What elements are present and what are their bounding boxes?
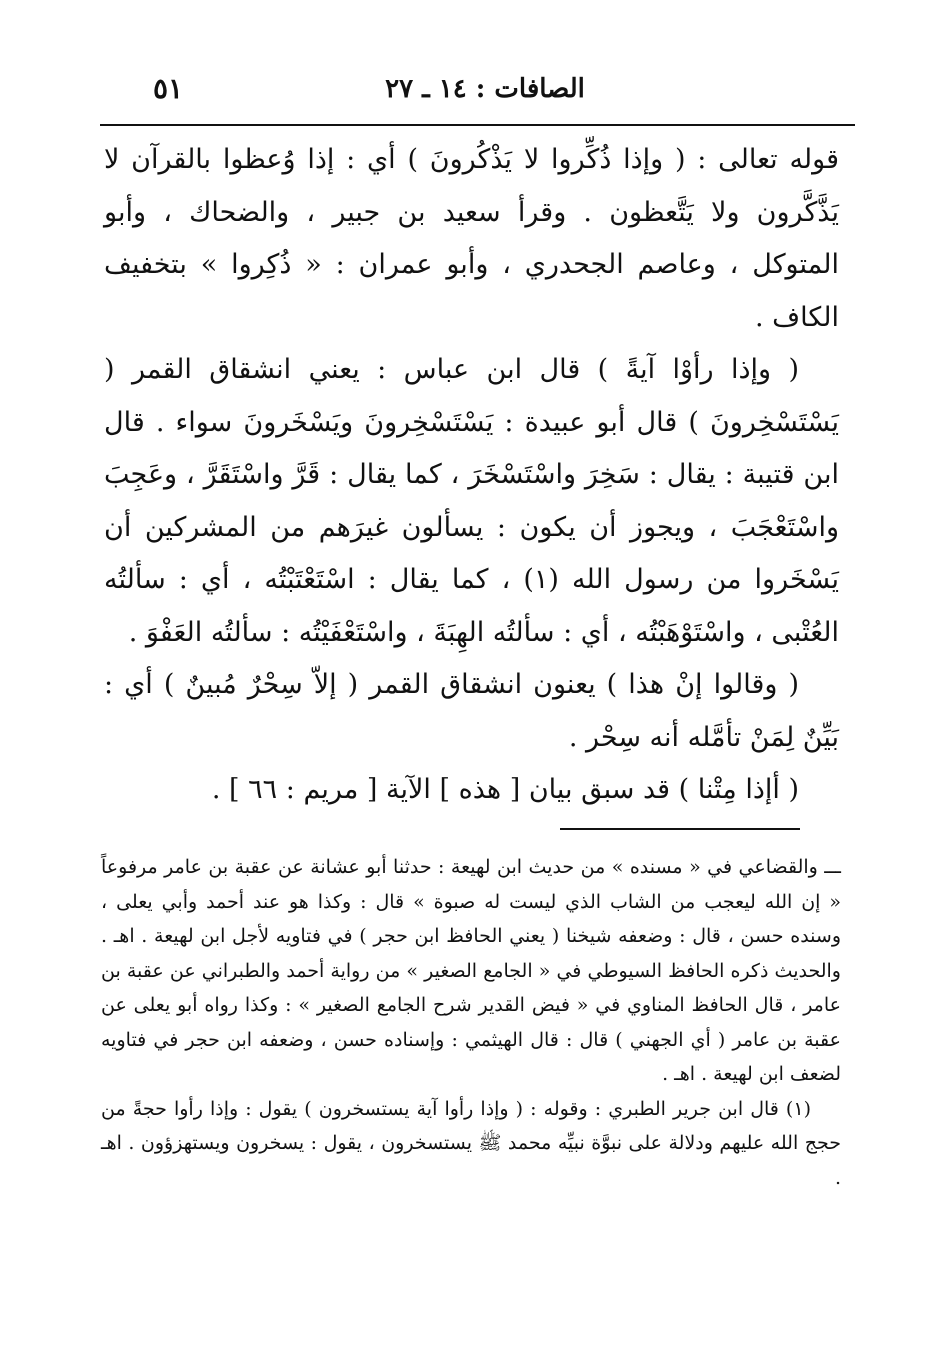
page-number: ٥١ bbox=[153, 72, 184, 105]
footnote-paragraph: (١) قال ابن جرير الطبري : وقوله : ( وإذا رأوا آية يستسخرون ) يقول : وإذا رأوا حجةً من حجج الله عليهم ودلالة على نبوَّة نبيِّه محمد ﷺ يستسخرون ، يقول : يسخرون ويستهزؤون . اهـ . bbox=[101, 1097, 841, 1189]
main-paragraph: ( وقالوا إنْ هذا ) يعنون انشقاق القمر ( إلاّ سِحْرٌ مُبينٌ ) أي : بَيِّنٌ لِمَنْ تأمَّله أنه سِحْر . bbox=[104, 669, 839, 753]
main-paragraph: ( أإذا مِتْنا ) قد سبق بيان [ هذه ] الآية [ مريم : ٦٦ ] . bbox=[211, 774, 799, 805]
main-paragraph: ( وإذا رأوْا آيةً ) قال ابن عباس : يعني انشقاق القمر ( يَسْتَسْخِرونَ ) قال أبو عبيدة : يَسْتَسْخِرونَ ويَسْخَرونَ سواء . قال ابن قتيبة : يقال : سَخِرَ واسْتَسْخَرَ ، كما يقال : قَرَّ واسْتَقَرَّ ، وعَجِبَ واسْتَعْجَبَ ، ويجوز أن يكون : يسألون غيرَهم من المشركين أن يَسْخَروا من رسول الله (١) ، كما يقال : اسْتَعْتَبْتُه ، أي : سألتُه العُتْبى ، واسْتَوْهَبْتُه ، أي : سألتُه الهِبَةَ ، واسْتَعْفَيْتُه : سألتُه العَفْوَ . bbox=[104, 354, 840, 648]
header-rule bbox=[100, 124, 855, 126]
footnote-paragraph: ـــ والقضاعي في « مسنده » من حديث ابن لهيعة : حدثنا أبو عشانة عن عقبة بن عامر مرفوعاً « إن الله ليعجب من الشاب الذي ليست له صبوة » قال : وكذا هو عند أحمد وأبي يعلى ، وسنده حسن ، قال : وضعفه شيخنا ( يعني الحافظ ابن حجر ) في فتاويه لأجل ابن لهيعة . اهـ . والحديث ذكره الحافظ السيوطي في « الجامع الصغير » من رواية أحمد والطبراني عن عقبة بن عامر ، قال الحافظ المناوي في « فيض القدير شرح الجامع الصغير » : وكذا رواه أبو يعلى عن عقبة بن عامر ( أي الجهني ) قال : قال الهيثمي : وإسناده حسن ، وضعفه ابن حجر في فتاويه لضعف ابن لهيعة . اهـ . bbox=[101, 856, 841, 1085]
main-paragraph: قوله تعالى : ( وإذا ذُكِّروا لا يَذْكُرونَ ) أي : إذا وُعظوا بالقرآن لا يَذَّكَّرون ولا يَتَّعظون . وقرأ سعيد بن جبير ، والضحاك ، وأبو المتوكل ، وعاصم الجحدري ، وأبو عمران : « ذُكِروا » بتخفيف الكاف . bbox=[104, 144, 839, 333]
footnote-separator bbox=[560, 828, 800, 830]
main-text bbox=[104, 134, 839, 817]
footnotes bbox=[101, 850, 841, 1195]
page-header bbox=[115, 68, 855, 112]
running-title: الصافات : ١٤ ـ ٢٧ bbox=[385, 74, 585, 104]
